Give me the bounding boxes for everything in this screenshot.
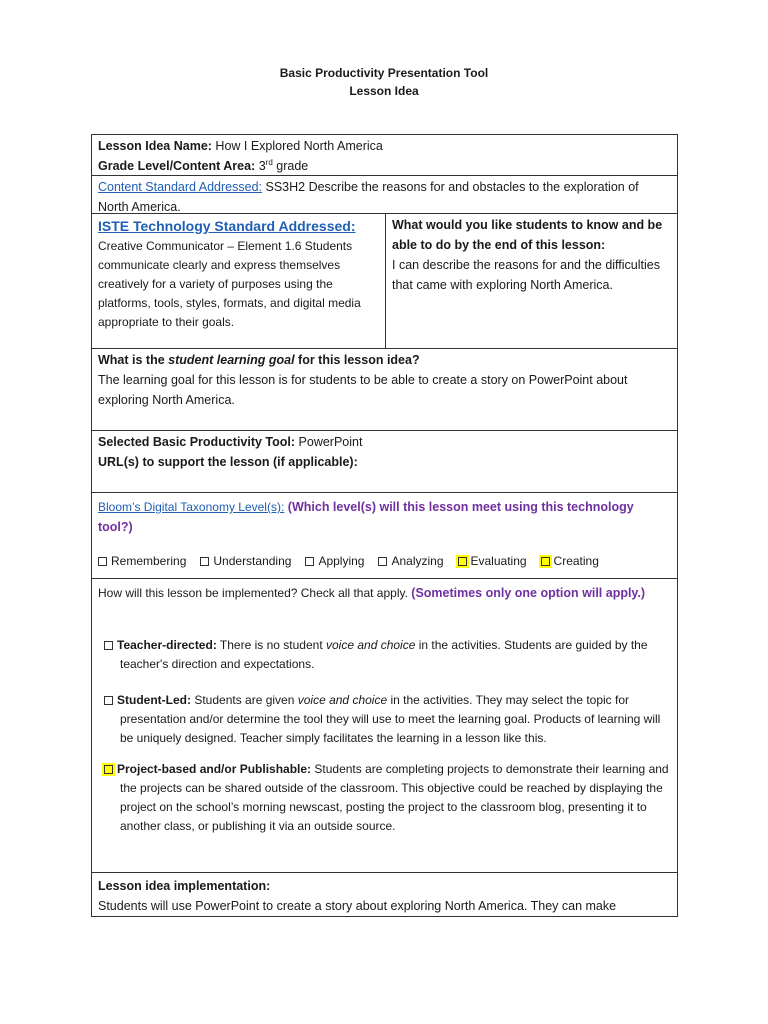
checkbox-icon[interactable]	[104, 696, 113, 705]
learning-goal-question	[98, 350, 671, 370]
option-label: Teacher-directed:	[117, 638, 217, 652]
checkbox-highlighted-icon[interactable]	[541, 557, 550, 566]
checkbox-highlighted-icon[interactable]	[104, 765, 113, 774]
lesson-implementation-label: Lesson idea implementation:	[98, 879, 271, 893]
iste-standard-text: Creative Communicator – Element 1.6 Students communicate clearly and express themselves creatively for a variety of purposes using the platforms, tools, styles, formats, and digital media appropriate to their goals.	[98, 239, 361, 329]
implementation-row	[92, 578, 677, 872]
know-question: What would you like students to know and be able to do by the end of this lesson:	[392, 218, 663, 252]
option-text: There is no student	[216, 638, 326, 652]
option-label: Applying	[318, 554, 365, 568]
bloom-options	[98, 551, 671, 571]
implementation-option-student-led[interactable]	[98, 691, 671, 748]
url-label: URL(s) to support the lesson (if applicable):	[98, 455, 358, 469]
option-text: in the activities. Students are guided by the teacher's direction and expectations.	[120, 638, 648, 671]
tool-row	[92, 430, 677, 492]
option-label: Creating	[553, 554, 599, 568]
bloom-option-remembering[interactable]	[98, 551, 186, 571]
option-italic: voice and choice	[297, 693, 388, 707]
implementation-question-text: How will this lesson be implemented? Check all that apply.	[98, 586, 408, 600]
lesson-table	[91, 134, 678, 917]
option-text: Students are completing projects to demonstrate their learning and the projects can be shared outside of the classroom. This objective could be reached by displaying the project on the school’s morning newscast, posting the project to the classroom blog, presenting it to another class, or publishing it via an outside source.	[120, 762, 669, 833]
learning-goal-q-italic: student learning goal	[168, 353, 295, 367]
bloom-link[interactable]: Bloom’s Digital Taxonomy Level(s):	[98, 500, 285, 514]
lesson-implementation-text: Students will use PowerPoint to create a story about exploring North America. They can make	[98, 899, 617, 913]
learning-goal-answer: The learning goal for this lesson is for students to be able to create a story on PowerPoint about exploring North America.	[98, 373, 628, 407]
lesson-name-value: How I Explored North America	[215, 139, 383, 153]
know-cell	[386, 214, 677, 348]
iste-standard-link[interactable]: ISTE Technology Standard Addressed:	[98, 218, 356, 234]
tool-label: Selected Basic Productivity Tool:	[98, 435, 296, 449]
lesson-implementation-row	[92, 872, 677, 916]
implementation-note: (Sometimes only one option will apply.)	[411, 586, 646, 600]
implementation-option-project-based[interactable]	[98, 760, 671, 836]
checkbox-icon[interactable]	[378, 557, 387, 566]
grade-value: grade	[276, 159, 309, 173]
grade-sup: rd	[265, 157, 273, 167]
content-standard-row	[92, 175, 677, 213]
bloom-option-creating[interactable]	[541, 551, 599, 571]
option-label: Project-based and/or Publishable:	[117, 762, 312, 776]
bloom-option-applying[interactable]	[305, 551, 364, 571]
tool-value: PowerPoint	[298, 435, 363, 449]
checkbox-highlighted-icon[interactable]	[458, 557, 467, 566]
bloom-question: (Which level(s) will this lesson meet using this technology tool?)	[98, 500, 634, 534]
option-label: Student-Led:	[117, 693, 191, 707]
implementation-question	[98, 583, 671, 604]
option-label: Understanding	[213, 554, 292, 568]
grade-level	[98, 156, 671, 176]
bloom-option-analyzing[interactable]	[378, 551, 443, 571]
lesson-header-row	[92, 135, 677, 175]
bloom-header	[98, 497, 671, 537]
option-text: in the activities. They may select the topic for presentation and/or determine the tool they will use to meet the learning goal. Products of learning will be uniquely designed. Teacher simply facilitates the learning in a lesson like this.	[120, 693, 661, 745]
bloom-option-evaluating[interactable]	[458, 551, 527, 571]
option-label: Remembering	[111, 554, 187, 568]
bloom-row	[92, 492, 677, 578]
learning-goal-q-pre: What is the	[98, 353, 169, 367]
document-subtitle: Lesson Idea	[349, 84, 419, 98]
lesson-name-label: Lesson Idea Name:	[98, 139, 212, 153]
checkbox-icon[interactable]	[305, 557, 314, 566]
option-label: Analyzing	[391, 554, 444, 568]
standards-row	[92, 213, 677, 348]
option-text: Students are given	[191, 693, 298, 707]
know-answer: I can describe the reasons for and the difficulties that came with exploring North America.	[392, 258, 660, 292]
option-label: Evaluating	[470, 554, 527, 568]
learning-goal-q-post: for this lesson idea?	[294, 353, 420, 367]
bloom-option-understanding[interactable]	[200, 551, 291, 571]
lesson-name	[98, 136, 671, 156]
content-standard-value: SS3H2 Describe the reasons for and obstacles to the exploration of North America.	[98, 180, 639, 214]
checkbox-icon[interactable]	[200, 557, 209, 566]
checkbox-icon[interactable]	[98, 557, 107, 566]
option-italic: voice and choice	[326, 638, 416, 652]
tool-line	[98, 432, 671, 452]
grade-num: 3	[258, 159, 266, 173]
learning-goal-row	[92, 348, 677, 430]
checkbox-icon[interactable]	[104, 641, 113, 650]
iste-cell	[92, 214, 386, 348]
implementation-option-teacher-directed[interactable]	[98, 636, 671, 674]
grade-label: Grade Level/Content Area:	[98, 159, 256, 173]
document-title: Basic Productivity Presentation Tool	[279, 66, 489, 80]
content-standard-link[interactable]: Content Standard Addressed:	[98, 180, 263, 194]
